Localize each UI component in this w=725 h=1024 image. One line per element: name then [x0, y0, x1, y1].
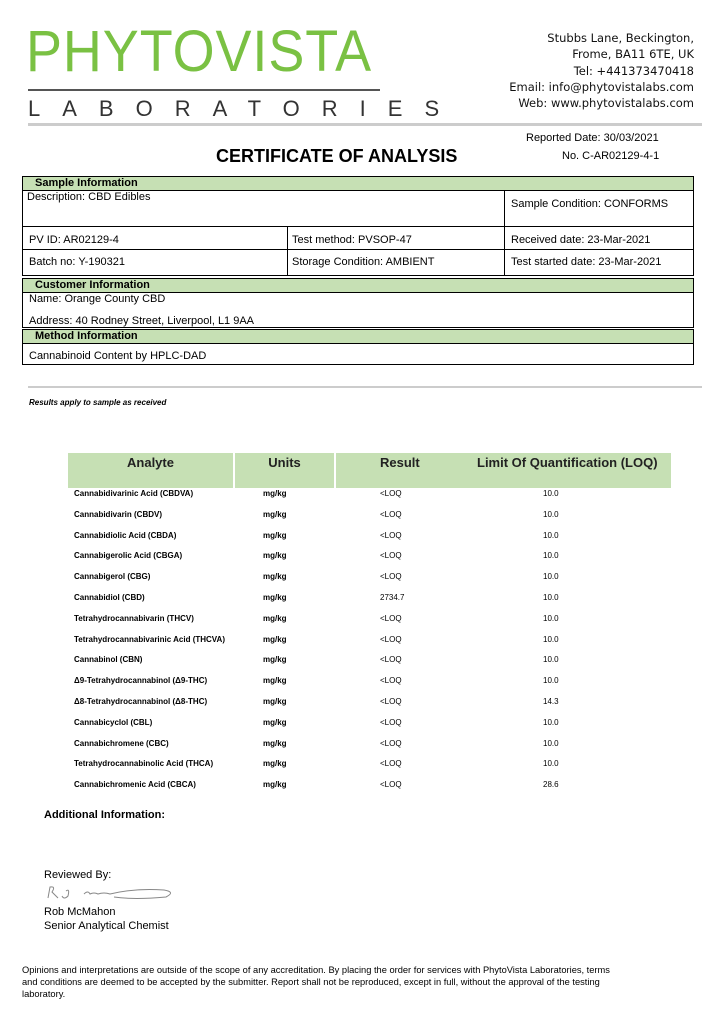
units-cell: mg/kg [263, 738, 287, 748]
batch-no: Batch no: Y-190321 [29, 256, 126, 268]
sample-info-heading: Sample Information [22, 176, 694, 191]
results-note: Results apply to sample as received [29, 398, 167, 407]
units-cell: mg/kg [263, 655, 287, 665]
test-started-date: Test started date: 23-Mar-2021 [511, 256, 662, 268]
units-cell: mg/kg [263, 676, 287, 686]
analyte-cell: Tetrahydrocannabivarinic Acid (THCVA) [74, 634, 225, 644]
logo-subtitle: LABORATORIES [28, 96, 462, 121]
units-cell: mg/kg [263, 509, 287, 519]
loq-cell: 10.0 [543, 530, 559, 540]
analyte-cell: Tetrahydrocannabinolic Acid (THCA) [74, 759, 214, 769]
result-cell: <LOQ [380, 551, 402, 561]
analyte-cell: Cannabidivarinic Acid (CBDVA) [74, 489, 194, 498]
method-value: Cannabinoid Content by HPLC-DAD [29, 350, 207, 362]
units-cell: mg/kg [263, 613, 287, 623]
col-header-units: Units [235, 453, 334, 488]
loq-cell: 10.0 [543, 655, 559, 665]
result-cell: <LOQ [380, 655, 402, 665]
result-cell: <LOQ [380, 676, 402, 686]
loq-cell: 10.0 [543, 634, 559, 644]
col-header-loq: Limit Of Quantification (LOQ) [477, 455, 658, 470]
loq-cell: 10.0 [543, 551, 559, 561]
loq-cell: 10.0 [543, 489, 559, 498]
units-cell: mg/kg [263, 489, 287, 498]
reviewer-title: Senior Analytical Chemist [44, 920, 169, 932]
result-cell: 2734.7 [380, 593, 405, 602]
loq-cell: 10.0 [543, 593, 559, 602]
page-title: CERTIFICATE OF ANALYSIS [216, 146, 458, 166]
reviewer-name: Rob McMahon [44, 906, 116, 918]
divider [287, 226, 288, 276]
result-cell: <LOQ [380, 738, 402, 748]
logo-wordmark: PHYTOVISTA [26, 19, 373, 84]
analyte-cell: Cannabichromene (CBC) [74, 738, 169, 748]
email: Email: info@phytovistalabs.com [509, 79, 694, 94]
analyte-cell: Cannabigerolic Acid (CBGA) [74, 551, 183, 561]
units-cell: mg/kg [263, 697, 287, 706]
result-cell: <LOQ [380, 759, 402, 769]
units-cell: mg/kg [263, 593, 287, 602]
header-divider [28, 123, 702, 126]
logo-divider [28, 89, 380, 91]
col-header-group [336, 453, 671, 488]
storage-condition: Storage Condition: AMBIENT [292, 256, 435, 268]
address-line: Frome, BA11 6TE, UK [572, 47, 694, 62]
analyte-cell: Cannabicyclol (CBL) [74, 717, 153, 727]
loq-cell: 28.6 [543, 780, 559, 790]
method-info-heading: Method Information [22, 329, 694, 344]
result-cell: <LOQ [380, 572, 402, 582]
loq-cell: 10.0 [543, 676, 559, 686]
result-cell: <LOQ [380, 613, 402, 623]
description: Description: CBD Edibles [27, 191, 151, 203]
units-cell: mg/kg [263, 634, 287, 644]
loq-cell: 10.0 [543, 717, 559, 727]
additional-info-label: Additional Information: [44, 809, 165, 821]
loq-cell: 10.0 [543, 759, 559, 769]
analyte-cell: Cannabidiol (CBD) [74, 593, 145, 602]
result-cell: <LOQ [380, 530, 402, 540]
analyte-cell: Δ9-Tetrahydrocannabinol (Δ9-THC) [74, 676, 208, 686]
lab-address [509, 30, 694, 111]
loq-cell: 10.0 [543, 738, 559, 748]
analyte-cell: Cannabidiolic Acid (CBDA) [74, 530, 177, 540]
analyte-cell: Δ8-Tetrahydrocannabinol (Δ8-THC) [74, 697, 208, 706]
signature-image [44, 882, 179, 902]
result-cell: <LOQ [380, 697, 402, 706]
loq-cell: 10.0 [543, 509, 559, 519]
analyte-cell: Cannabidivarin (CBDV) [74, 509, 163, 519]
result-cell: <LOQ [380, 489, 402, 498]
test-method: Test method: PVSOP-47 [292, 234, 412, 246]
units-cell: mg/kg [263, 530, 287, 540]
section-divider [28, 386, 702, 388]
customer-address: Address: 40 Rodney Street, Liverpool, L1 9AA [29, 315, 255, 327]
analyte-cell: Cannabichromenic Acid (CBCA) [74, 780, 196, 790]
loq-cell: 10.0 [543, 572, 559, 582]
divider [22, 226, 694, 227]
reported-date: Reported Date: 30/03/2021 [526, 132, 659, 144]
units-cell: mg/kg [263, 780, 287, 790]
address-line: Stubbs Lane, Beckington, [547, 31, 694, 45]
result-cell: <LOQ [380, 780, 402, 790]
loq-cell: 10.0 [543, 613, 559, 623]
received-date: Received date: 23-Mar-2021 [511, 234, 651, 246]
customer-name: Name: Orange County CBD [29, 293, 166, 305]
col-header-result: Result [380, 455, 420, 470]
customer-info-heading: Customer Information [22, 278, 694, 293]
sample-condition: Sample Condition: CONFORMS [511, 198, 669, 210]
phone: Tel: +441373470418 [573, 63, 694, 78]
units-cell: mg/kg [263, 551, 287, 561]
col-header-analyte: Analyte [68, 453, 233, 488]
loq-cell: 14.3 [543, 697, 559, 706]
result-cell: <LOQ [380, 717, 402, 727]
result-cell: <LOQ [380, 634, 402, 644]
analyte-cell: Cannabigerol (CBG) [74, 572, 151, 582]
pv-id: PV ID: AR02129-4 [29, 234, 119, 246]
result-cell: <LOQ [380, 509, 402, 519]
units-cell: mg/kg [263, 759, 287, 769]
reviewed-by-label: Reviewed By: [44, 869, 112, 881]
analyte-cell: Cannabinol (CBN) [74, 655, 143, 665]
units-cell: mg/kg [263, 717, 287, 727]
divider [504, 190, 505, 276]
certificate-number: No. C-AR02129-4-1 [562, 150, 660, 162]
divider [22, 249, 694, 250]
website: Web: www.phytovistalabs.com [518, 96, 694, 111]
analyte-cell: Tetrahydrocannabivarin (THCV) [74, 613, 194, 623]
footer-disclaimer: Opinions and interpretations are outside of the scope of any accreditation. By placing the order for services with PhytoVista Laboratories, terms and conditions are deemed to be accepted by the submitter. Report shall not be reproduced, except in full, without the approval of the testing laboratory. [22, 965, 610, 999]
units-cell: mg/kg [263, 572, 287, 582]
